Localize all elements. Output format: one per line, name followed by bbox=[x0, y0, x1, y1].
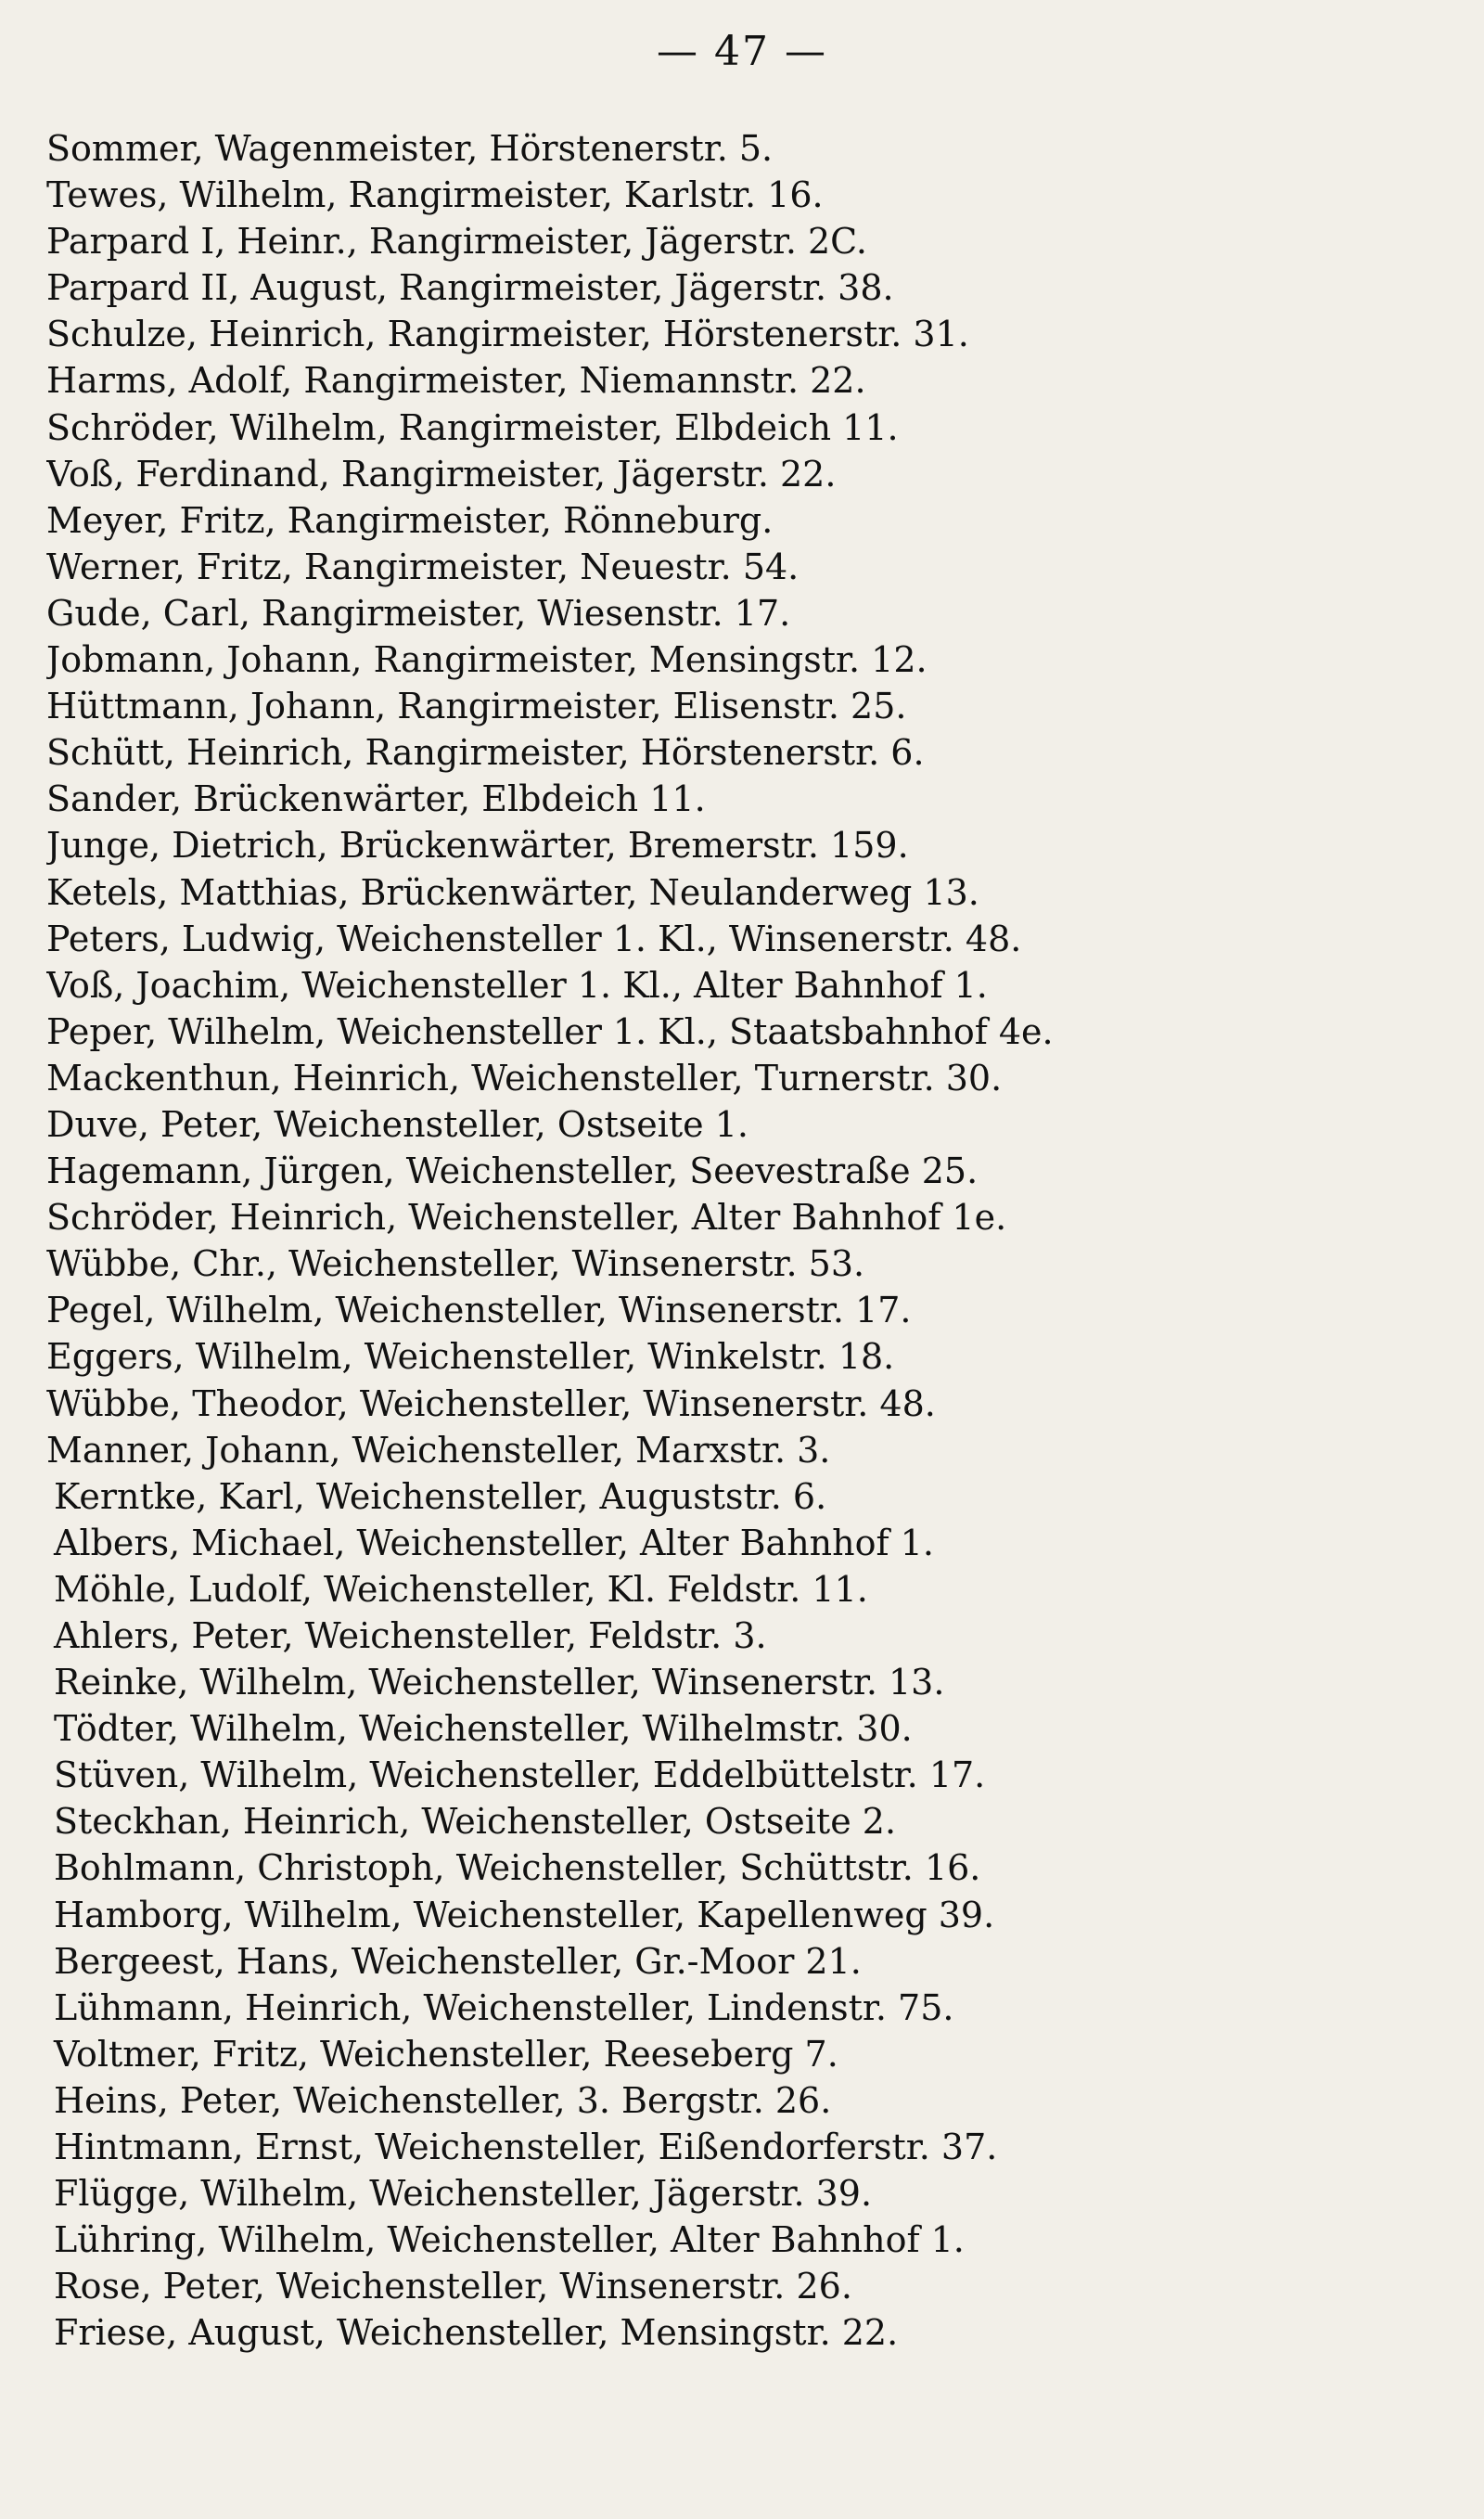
directory-entry: Hamborg, Wilhelm, Weichensteller, Kapellenweg 39. bbox=[54, 1894, 995, 1935]
directory-entry: Rose, Peter, Weichensteller, Winsenerstr. 26. bbox=[54, 2266, 852, 2307]
directory-entry: Tödter, Wilhelm, Weichensteller, Wilhelmstr. 30. bbox=[54, 1708, 913, 1750]
directory-entry: Duve, Peter, Weichensteller, Ostseite 1. bbox=[46, 1103, 748, 1145]
directory-entry: Pegel, Wilhelm, Weichensteller, Winsenerstr. 17. bbox=[46, 1290, 912, 1331]
directory-entry: Friese, August, Weichensteller, Mensingstr. 22. bbox=[54, 2312, 899, 2354]
directory-entry: Reinke, Wilhelm, Weichensteller, Winsenerstr. 13. bbox=[54, 1662, 945, 1703]
directory-entry: Bohlmann, Christoph, Weichensteller, Schüttstr. 16. bbox=[54, 1847, 981, 1889]
directory-entry: Sommer, Wagenmeister, Hörstenerstr. 5. bbox=[46, 128, 774, 169]
entry-list bbox=[46, 125, 1456, 2357]
directory-entry: Wübbe, Chr., Weichensteller, Winsenerstr. 53. bbox=[46, 1243, 865, 1285]
directory-entry: Ketels, Matthias, Brückenwärter, Neulanderweg 13. bbox=[46, 871, 979, 913]
directory-entry: Ahlers, Peter, Weichensteller, Feldstr. 3. bbox=[54, 1615, 767, 1656]
directory-entry: Kerntke, Karl, Weichensteller, Auguststr. 6. bbox=[54, 1475, 827, 1517]
directory-entry: Albers, Michael, Weichensteller, Alter Bahnhof 1. bbox=[54, 1522, 934, 1563]
directory-entry: Hagemann, Jürgen, Weichensteller, Seevestraße 25. bbox=[46, 1150, 979, 1192]
directory-entry: Stüven, Wilhelm, Weichensteller, Eddelbüttelstr. 17. bbox=[54, 1754, 986, 1796]
directory-entry: Peper, Wilhelm, Weichensteller 1. Kl., Staatsbahnhof 4e. bbox=[46, 1010, 1054, 1052]
directory-entry: Junge, Dietrich, Brückenwärter, Bremerstr. 159. bbox=[46, 825, 909, 867]
directory-entry: Wübbe, Theodor, Weichensteller, Winsenerstr. 48. bbox=[46, 1382, 936, 1424]
directory-entry: Bergeest, Hans, Weichensteller, Gr.-Moor 21. bbox=[54, 1940, 862, 1982]
directory-entry: Möhle, Ludolf, Weichensteller, Kl. Feldstr. 11. bbox=[54, 1568, 868, 1610]
directory-entry: Schulze, Heinrich, Rangirmeister, Hörstenerstr. 31. bbox=[46, 314, 969, 355]
directory-entry: Lühring, Wilhelm, Weichensteller, Alter Bahnhof 1. bbox=[54, 2219, 965, 2261]
directory-entry: Mackenthun, Heinrich, Weichensteller, Turnerstr. 30. bbox=[46, 1057, 1003, 1099]
directory-entry: Hintmann, Ernst, Weichensteller, Eißendorferstr. 37. bbox=[54, 2127, 998, 2168]
directory-entry: Heins, Peter, Weichensteller, 3. Bergstr. 26. bbox=[54, 2079, 832, 2121]
directory-entry: Schröder, Wilhelm, Rangirmeister, Elbdeich 11. bbox=[46, 406, 899, 448]
directory-entry: Manner, Johann, Weichensteller, Marxstr. 3. bbox=[46, 1429, 831, 1471]
directory-entry: Parpard II, August, Rangirmeister, Jägerstr. 38. bbox=[46, 267, 894, 309]
directory-entry: Parpard I, Heinr., Rangirmeister, Jägerstr. 2C. bbox=[46, 221, 867, 263]
page-number: — 47 — bbox=[657, 28, 827, 75]
directory-entry: Steckhan, Heinrich, Weichensteller, Ostseite 2. bbox=[54, 1801, 897, 1843]
directory-entry: Eggers, Wilhelm, Weichensteller, Winkelstr. 18. bbox=[46, 1336, 895, 1378]
directory-entry: Harms, Adolf, Rangirmeister, Niemannstr. 22. bbox=[46, 360, 866, 402]
directory-entry: Voß, Joachim, Weichensteller 1. Kl., Alter Bahnhof 1. bbox=[46, 964, 988, 1006]
directory-entry: Voß, Ferdinand, Rangirmeister, Jägerstr. 22. bbox=[46, 453, 837, 495]
directory-entry: Lühmann, Heinrich, Weichensteller, Lindenstr. 75. bbox=[54, 1986, 954, 2028]
directory-entry: Tewes, Wilhelm, Rangirmeister, Karlstr. 16. bbox=[46, 174, 824, 216]
directory-entry: Voltmer, Fritz, Weichensteller, Reeseberg 7. bbox=[54, 2033, 838, 2075]
directory-entry: Gude, Carl, Rangirmeister, Wiesenstr. 17. bbox=[46, 592, 791, 634]
directory-entry: Hüttmann, Johann, Rangirmeister, Elisenstr. 25. bbox=[46, 686, 907, 727]
directory-entry: Jobmann, Johann, Rangirmeister, Mensingstr. 12. bbox=[46, 639, 928, 681]
directory-entry: Meyer, Fritz, Rangirmeister, Rönneburg. bbox=[46, 499, 774, 541]
directory-entry: Peters, Ludwig, Weichensteller 1. Kl., Winsenerstr. 48. bbox=[46, 918, 1022, 959]
directory-entry: Flügge, Wilhelm, Weichensteller, Jägerstr. 39. bbox=[54, 2173, 873, 2215]
directory-entry: Schütt, Heinrich, Rangirmeister, Hörstenerstr. 6. bbox=[46, 732, 925, 774]
directory-entry: Sander, Brückenwärter, Elbdeich 11. bbox=[46, 778, 706, 820]
directory-entry: Schröder, Heinrich, Weichensteller, Alter Bahnhof 1e. bbox=[46, 1197, 1007, 1239]
directory-entry: Werner, Fritz, Rangirmeister, Neuestr. 54. bbox=[46, 546, 800, 587]
